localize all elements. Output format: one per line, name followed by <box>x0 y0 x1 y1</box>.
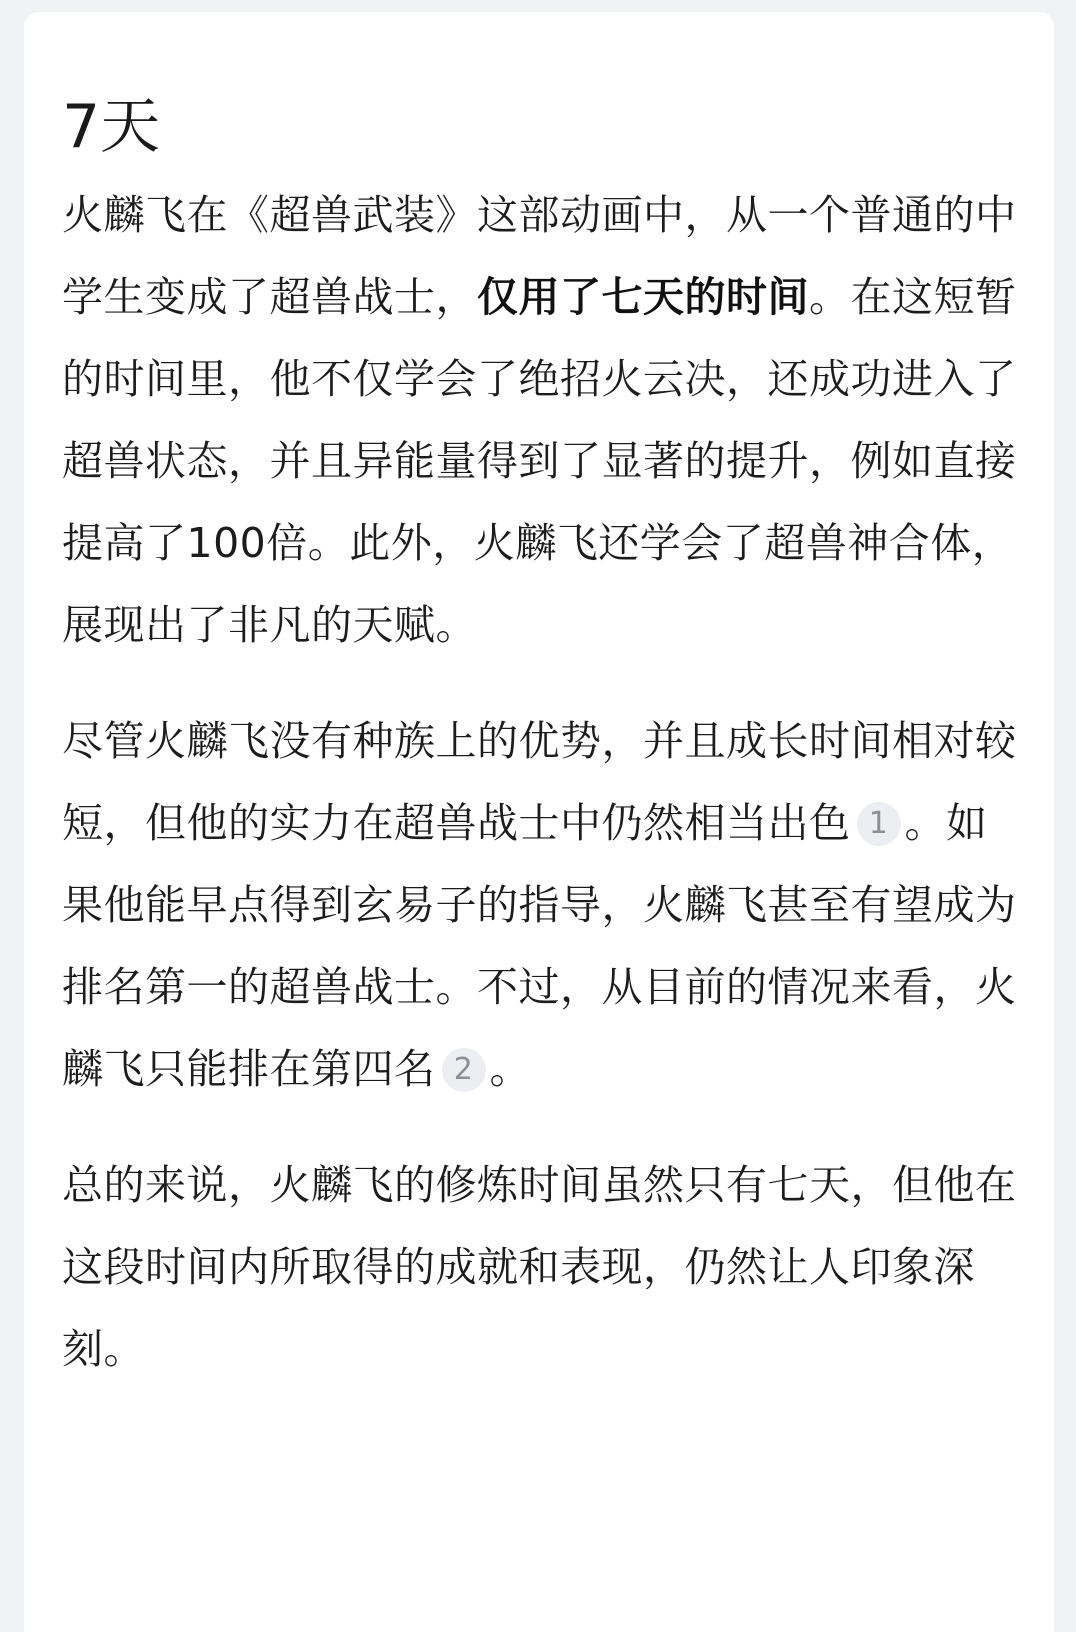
paragraph-1-text-b: 。在这短暂的时间里，他不仅学会了绝招火云决，还成功进入了超兽状态，并且异能量得到了显著的提升，例如直接提高了100倍。此外，火麟飞还学会了超兽神合体，展现出了非凡的天赋。 <box>62 273 1017 649</box>
answer-card <box>24 12 1054 1632</box>
paragraph-2 <box>62 700 1018 1110</box>
paragraph-2-text-b: 。如果他能早点得到玄易子的指导，火麟飞甚至有望成为排名第一的超兽战士。不过，从目前的情况来看，火麟飞只能排在第四名 <box>62 799 1017 1093</box>
paragraph-1-bold-text: 仅用了七天的时间 <box>477 273 809 321</box>
paragraph-1 <box>62 174 1018 666</box>
paragraph-1-text-a: 火麟飞在《超兽武装》这部动画中，从一个普通的中学生变成了超兽战士， <box>62 191 1017 321</box>
paragraph-3: 总的来说，火麟飞的修炼时间虽然只有七天，但他在这段时间内所取得的成就和表现，仍然让人印象深刻。 <box>62 1161 1017 1373</box>
paragraph-2-text-a: 尽管火麟飞没有种族上的优势，并且成长时间相对较短，但他的实力在超兽战士中仍然相当出色 <box>62 717 1017 847</box>
citation-badge-2[interactable]: 2 <box>442 1048 486 1092</box>
answer-title: 7天 <box>62 92 161 162</box>
citation-badge-1[interactable]: 1 <box>857 802 901 846</box>
paragraph-2-text-c: 。 <box>489 1045 531 1093</box>
